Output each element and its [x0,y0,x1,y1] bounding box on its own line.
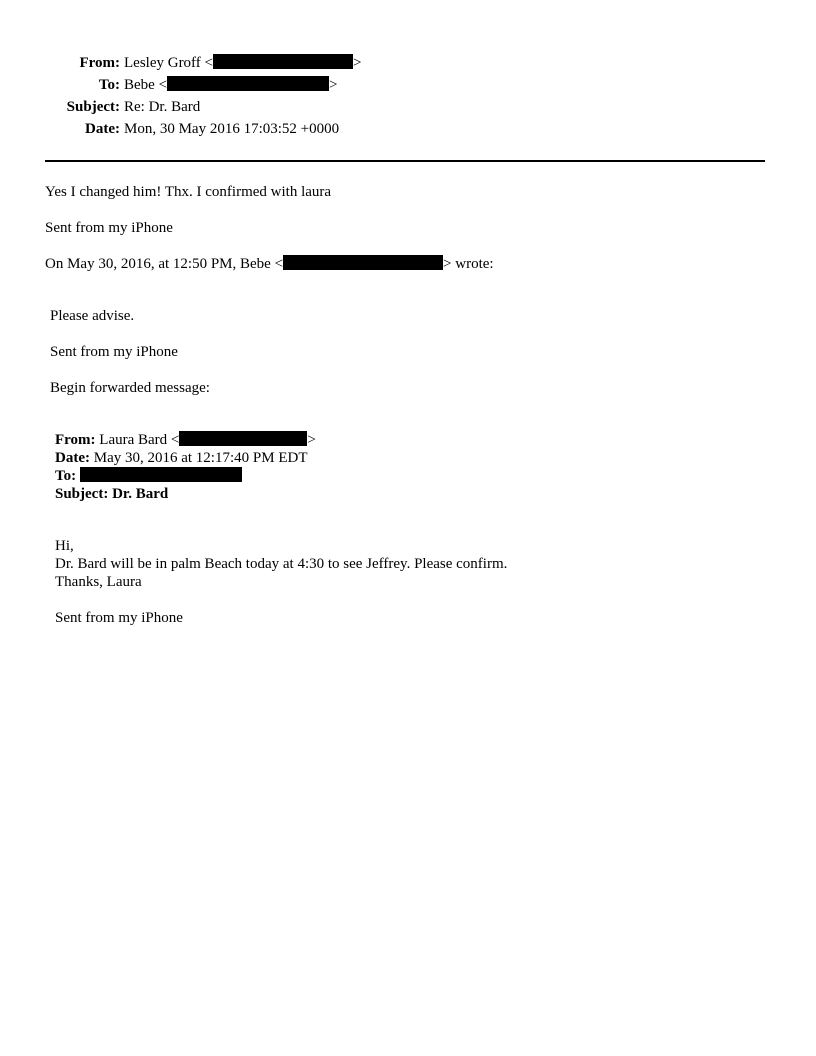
redacted-email [283,255,443,270]
fwd-signature: Sent from my iPhone [55,610,183,626]
fwd-from-label: From: [55,432,96,448]
date-value: Mon, 30 May 2016 17:03:52 +0000 [124,121,340,137]
redacted-email [167,76,329,91]
reply-signature: Sent from my iPhone [45,220,173,236]
redacted-email [179,431,307,446]
from-tail: > [353,55,362,71]
fwd-to-label: To: [55,468,77,484]
fwd-subject-row [55,485,168,503]
quote-intro [45,255,494,273]
fwd-to-row [55,467,242,485]
fwd-subject-label: Subject: [55,486,109,502]
forward-intro: Begin forwarded message: [50,380,210,396]
to-tail: > [329,77,338,93]
fwd-body-line: Hi, [55,538,74,554]
quote-intro-tail: > wrote: [443,256,494,272]
subject-label: Subject: [66,99,120,115]
redacted-email [80,467,242,482]
to-value: Bebe < [124,77,168,93]
fwd-subject-value: Dr. Bard [112,486,169,502]
fwd-date-row [55,449,307,467]
header-divider [45,160,765,162]
quoted-line: Please advise. [50,308,135,324]
fwd-from-tail: > [307,432,316,448]
reply-body: Yes I changed him! Thx. I confirmed with laura [45,184,332,200]
from-value: Lesley Groff < [124,55,213,71]
date-label: Date: [85,121,120,137]
fwd-body-line: Thanks, Laura [55,574,142,590]
from-label: From: [79,55,120,71]
fwd-from-row [55,431,316,449]
fwd-body-line: Dr. Bard will be in palm Beach today at 4:30 to see Jeffrey. Please confirm. [55,556,508,572]
fwd-date-label: Date: [55,450,90,466]
quoted-signature: Sent from my iPhone [50,344,178,360]
fwd-from-value: Laura Bard < [99,432,180,448]
fwd-date-value: May 30, 2016 at 12:17:40 PM EDT [93,450,308,466]
to-label: To: [98,77,120,93]
subject-value: Re: Dr. Bard [124,99,201,115]
quote-intro-text: On May 30, 2016, at 12:50 PM, Bebe < [45,256,284,272]
redacted-email [213,54,353,69]
